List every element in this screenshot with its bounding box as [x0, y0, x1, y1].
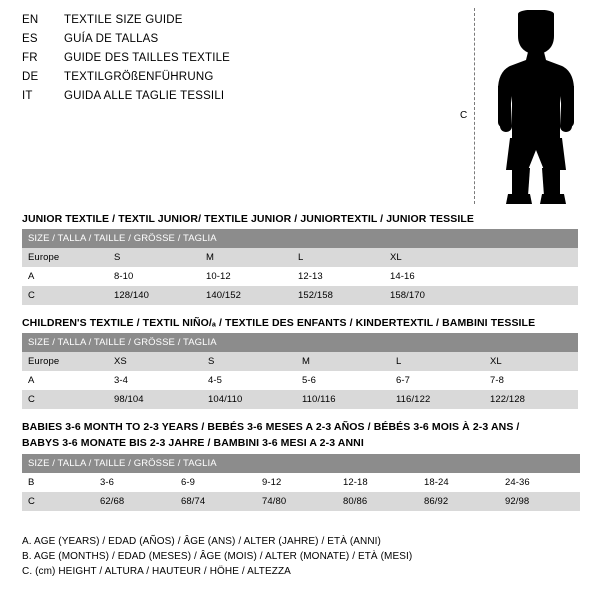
language-row: [22, 33, 442, 52]
cell-empty: [476, 267, 578, 286]
cell-value: 7-8: [484, 371, 578, 390]
cell-value: 10-12: [200, 267, 292, 286]
footnote-b: B. AGE (MONTHS) / EDAD (MESES) / ÂGE (MOIS) / ALTER (MONATE) / ETÀ (MESI): [22, 551, 413, 562]
cell-value: 12-13: [292, 267, 384, 286]
section-title: CHILDREN'S TEXTILE / TEXTIL NIÑO/ₐ / TEXTILE DES ENFANTS / KINDERTEXTIL / BAMBINI TESSILE: [22, 317, 536, 329]
cell-value: 158/170: [384, 286, 476, 305]
cell-empty: [476, 286, 578, 305]
size-table-junior: [22, 229, 578, 305]
cell-value: 128/140: [108, 286, 200, 305]
section-title: BABIES 3-6 MONTH TO 2-3 YEARS / BEBÉS 3-6 MESES A 2-3 AÑOS / BÉBÉS 3-6 MOIS À 2-3 ANS /: [22, 421, 520, 433]
column-label: M: [200, 248, 292, 267]
column-label: Europe: [22, 248, 108, 267]
cell-value: 18-24: [418, 473, 499, 492]
column-label: Europe: [22, 352, 108, 371]
language-code: EN: [22, 14, 39, 26]
table-row: [22, 248, 578, 267]
table-header-label: SIZE / TALLA / TAILLE / GRÖSSE / TAGLIA: [22, 229, 578, 248]
cell-value: 110/116: [296, 390, 390, 409]
language-title: GUÍA DE TALLAS: [64, 33, 159, 45]
measure-label-c: C: [460, 110, 468, 121]
height-measure-line: [474, 8, 475, 204]
footnote-c: C. (cm) HEIGHT / ALTURA / HAUTEUR / HÖHE / ALTEZZA: [22, 566, 291, 577]
table-row: [22, 473, 580, 492]
column-label: S: [108, 248, 200, 267]
cell-value: 9-12: [256, 473, 337, 492]
cell-value: 4-5: [202, 371, 296, 390]
row-key: B: [22, 473, 94, 492]
footnotes: [22, 534, 582, 579]
row-key: A: [22, 267, 108, 286]
section-childrens-textile: [22, 317, 578, 409]
table-header-row: [22, 333, 578, 352]
cell-value: 8-10: [108, 267, 200, 286]
cell-value: 152/158: [292, 286, 384, 305]
language-title: GUIDA ALLE TAGLIE TESSILI: [64, 90, 225, 102]
cell-value: 5-6: [296, 371, 390, 390]
section-junior-textile: [22, 213, 578, 305]
language-row: [22, 14, 442, 33]
row-key: C: [22, 492, 94, 511]
table-row: [22, 390, 578, 409]
language-title: TEXTILGRÖßENFÜHRUNG: [64, 71, 214, 83]
cell-value: 24-36: [499, 473, 580, 492]
section-babies-textile: [22, 421, 578, 511]
cell-value: 3-4: [108, 371, 202, 390]
column-label-empty: [476, 248, 578, 267]
table-header-label: SIZE / TALLA / TAILLE / GRÖSSE / TAGLIA: [22, 333, 578, 352]
table-header-label: SIZE / TALLA / TAILLE / GRÖSSE / TAGLIA: [22, 454, 580, 473]
column-label: XS: [108, 352, 202, 371]
cell-value: 80/86: [337, 492, 418, 511]
column-label: L: [292, 248, 384, 267]
language-code: IT: [22, 90, 33, 102]
column-label: L: [390, 352, 484, 371]
row-key: C: [22, 286, 108, 305]
section-title: JUNIOR TEXTILE / TEXTIL JUNIOR/ TEXTILE JUNIOR / JUNIORTEXTIL / JUNIOR TESSILE: [22, 213, 474, 225]
footnote-a: A. AGE (YEARS) / EDAD (AÑOS) / ÂGE (ANS) / ALTER (JAHRE) / ETÀ (ANNI): [22, 536, 381, 547]
language-header: [22, 14, 442, 109]
table-row: [22, 371, 578, 390]
size-table-childrens: [22, 333, 578, 409]
cell-value: 122/128: [484, 390, 578, 409]
cell-value: 116/122: [390, 390, 484, 409]
table-row: [22, 267, 578, 286]
size-table-babies: [22, 454, 580, 511]
cell-value: 12-18: [337, 473, 418, 492]
table-header-row: [22, 454, 580, 473]
column-label: M: [296, 352, 390, 371]
cell-value: 3-6: [94, 473, 175, 492]
language-code: FR: [22, 52, 38, 64]
cell-value: 6-9: [175, 473, 256, 492]
language-title: GUIDE DES TAILLES TEXTILE: [64, 52, 231, 64]
language-row: [22, 71, 442, 90]
table-row: [22, 286, 578, 305]
cell-value: 68/74: [175, 492, 256, 511]
language-title: TEXTILE SIZE GUIDE: [64, 14, 183, 26]
language-row: [22, 52, 442, 71]
table-header-row: [22, 229, 578, 248]
cell-value: 140/152: [200, 286, 292, 305]
section-title-line2: BABYS 3-6 MONATE BIS 2-3 JAHRE / BAMBINI 3-6 MESI A 2-3 ANNI: [22, 437, 364, 449]
cell-value: 62/68: [94, 492, 175, 511]
row-key: C: [22, 390, 108, 409]
table-row: [22, 492, 580, 511]
cell-value: 14-16: [384, 267, 476, 286]
child-figure-illustration: [450, 6, 590, 206]
cell-value: 92/98: [499, 492, 580, 511]
column-label: S: [202, 352, 296, 371]
cell-value: 104/110: [202, 390, 296, 409]
cell-value: 74/80: [256, 492, 337, 511]
language-row: [22, 90, 442, 109]
language-code: DE: [22, 71, 39, 83]
column-label: XL: [384, 248, 476, 267]
table-row: [22, 352, 578, 371]
cell-value: 86/92: [418, 492, 499, 511]
cell-value: 98/104: [108, 390, 202, 409]
cell-value: 6-7: [390, 371, 484, 390]
toddler-silhouette-icon: [488, 10, 584, 206]
language-code: ES: [22, 33, 38, 45]
row-key: A: [22, 371, 108, 390]
column-label: XL: [484, 352, 578, 371]
